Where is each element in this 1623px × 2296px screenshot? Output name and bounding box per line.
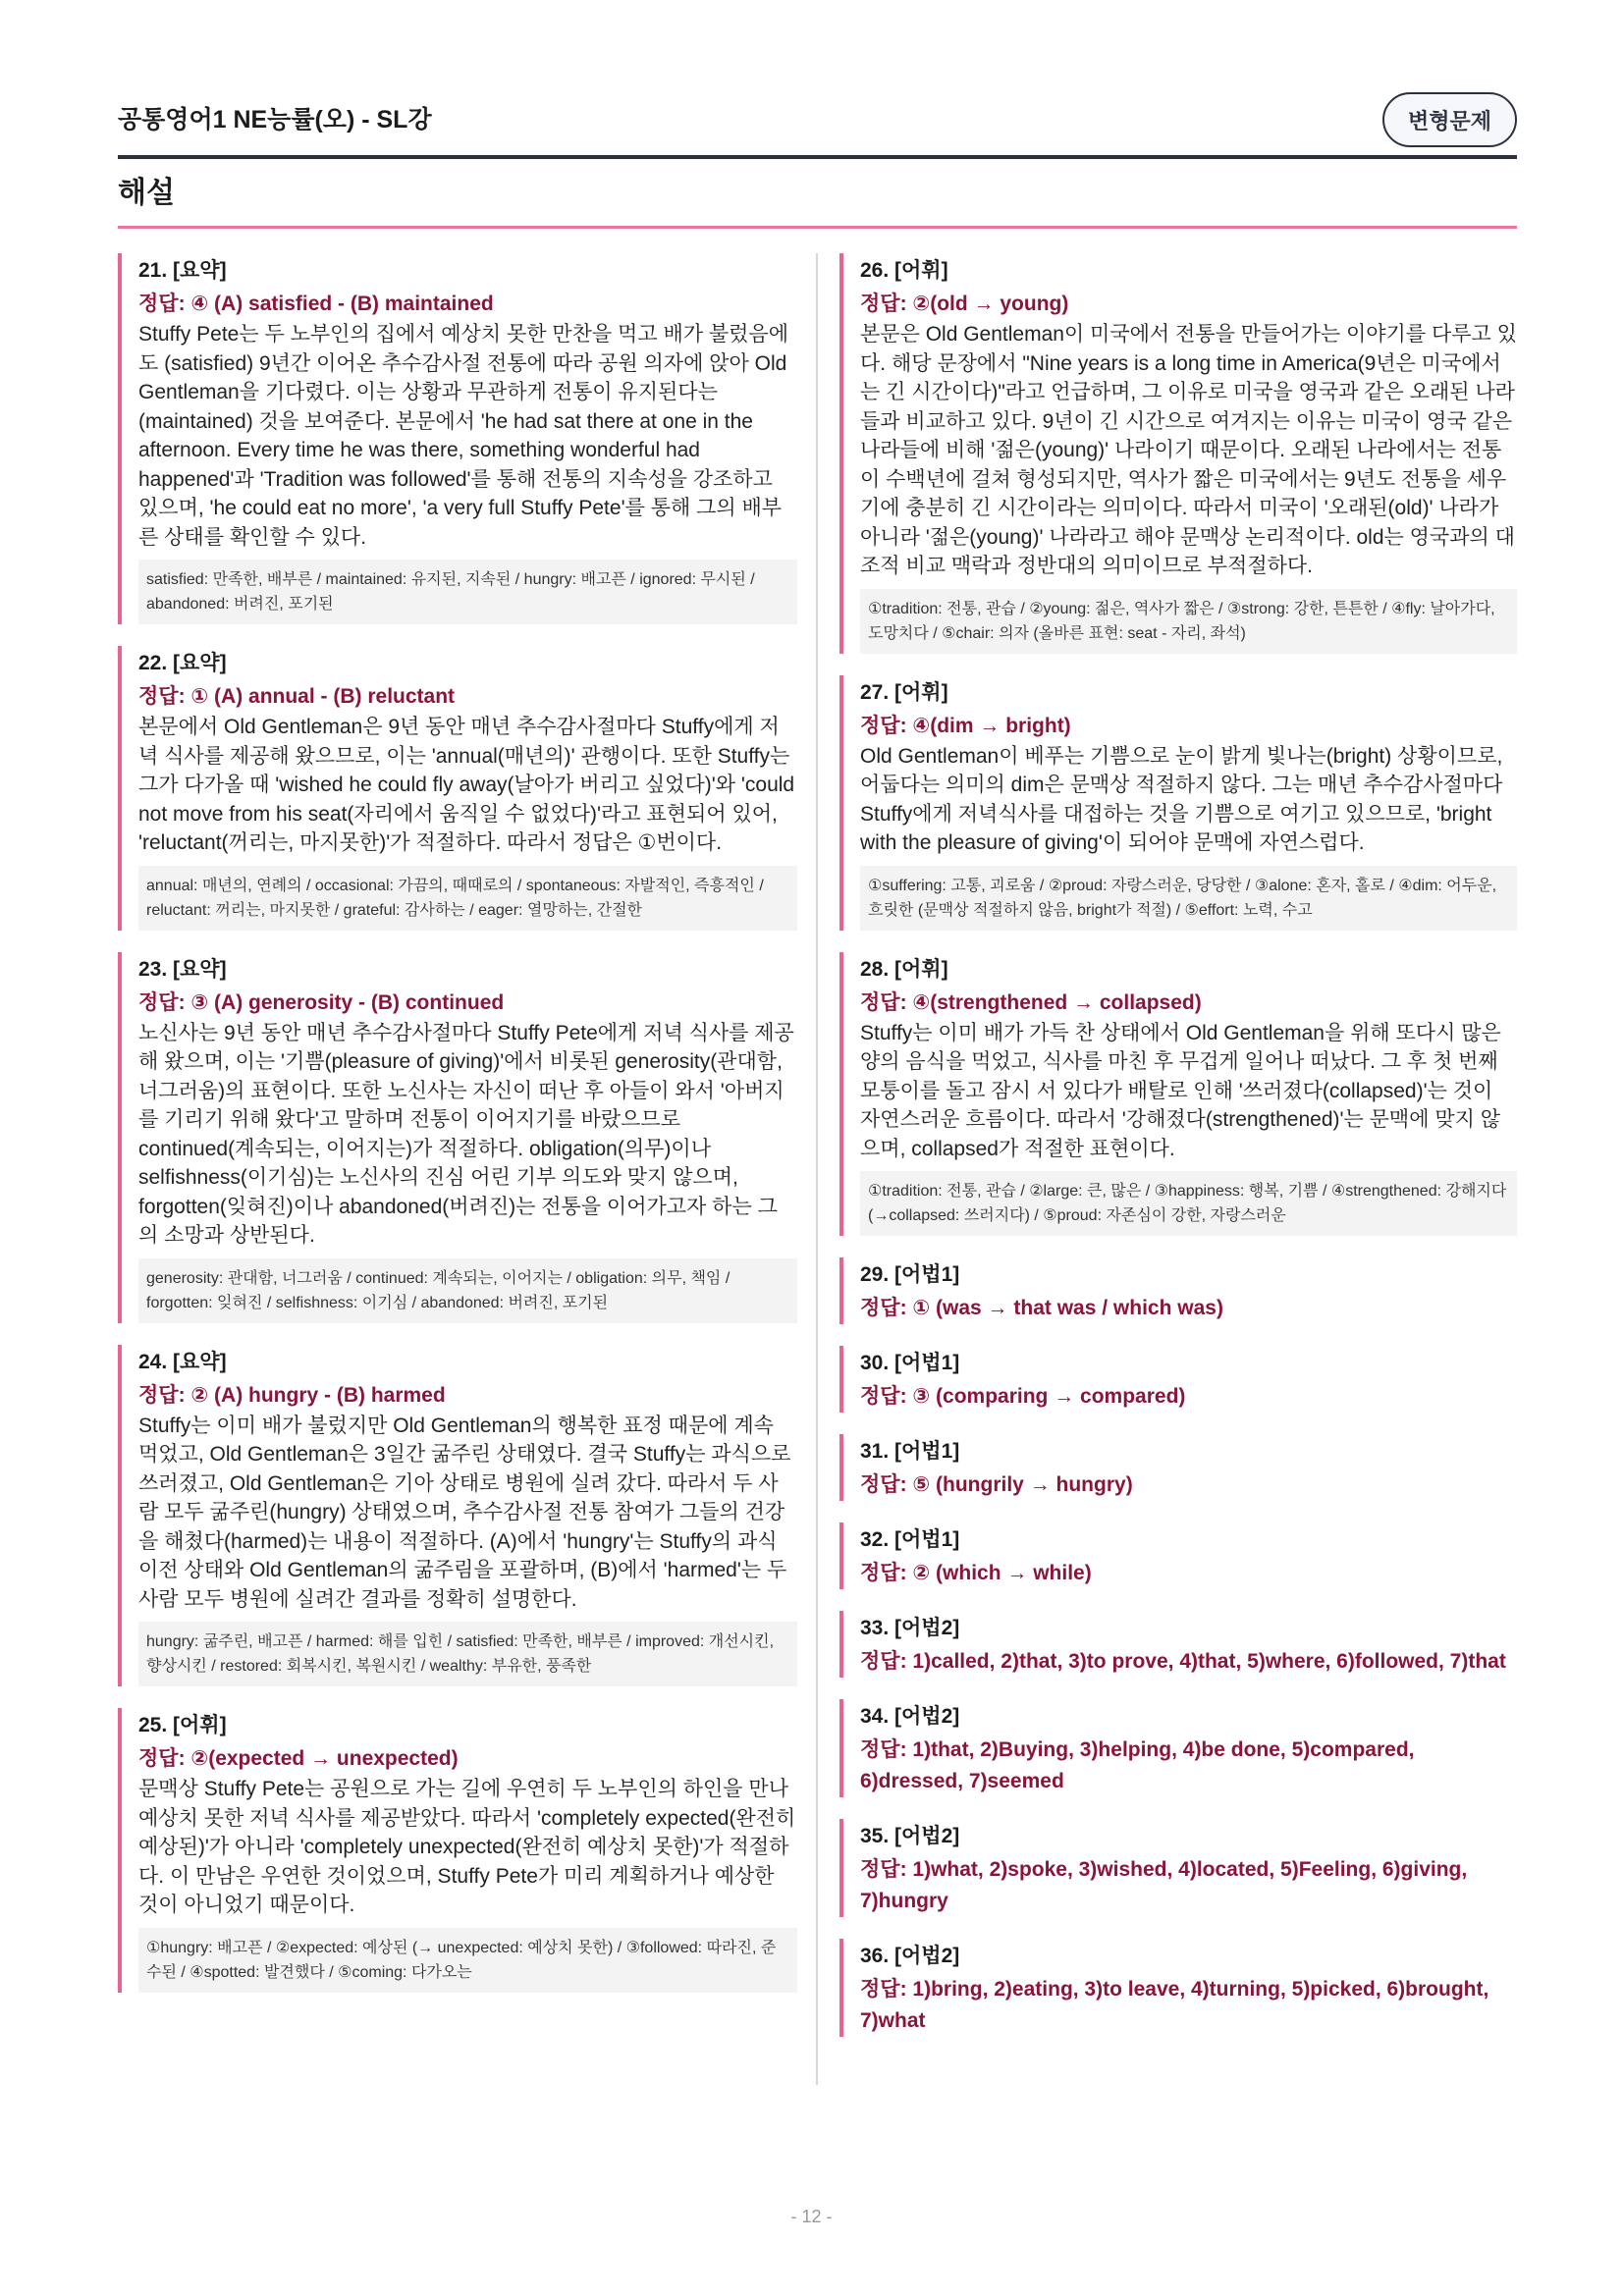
document-title: 공통영어1 NE능률(오) - SL강 [118,106,432,133]
vocab-box: generosity: 관대함, 너그러움 / continued: 계속되는, 이어지는 / obligation: 의무, 책임 / forgotten: 잊혀진 / selfishness: 이기심 / abandoned: 버려진, 포기된 [138,1258,797,1323]
answer-value: ③ (A) generosity - (B) continued [190,990,505,1014]
explanation-item-33 [839,1611,1517,1678]
answer-value: ④ (A) satisfied - (B) maintained [190,293,494,315]
answer-line [860,1469,1517,1501]
answer-prefix: 정답: [138,293,186,315]
explanation-item-36 [839,1939,1517,2037]
vocab-box: hungry: 굶주린, 배고픈 / harmed: 해를 입힌 / satisfied: 만족한, 배부른 / improved: 개선시킨, 향상시킨 / restored: 회복시킨, 복원시킨 / wealthy: 부유한, 풍족한 [138,1622,797,1686]
answer-value: ③ (comparing → compared) [912,1385,1186,1408]
explanation-item-27 [839,675,1517,931]
item-heading: 25. [어휘] [138,1714,227,1736]
answer-line [860,1854,1517,1917]
explanation-item-24 [118,1345,797,1687]
vocab-box: ①tradition: 전통, 관습 / ②young: 젊은, 역사가 짧은 / ③strong: 강한, 튼튼한 / ④fly: 날아가다, 도망치다 / ⑤chair: 의자 (올바른 표현: seat - 자리, 좌석) [860,589,1517,654]
left-column [118,253,797,2014]
answer-value: 1)bring, 2)eating, 3)to leave, 4)turning, 5)picked, 6)brought, 7)what [860,1978,1489,2032]
column-divider [816,253,818,2085]
explanation-text: Stuffy Pete는 두 노부인의 집에서 예상치 못한 만찬을 먹고 배가 불렀음에도 (satisfied) 9년간 이어온 추수감사절 전통에 따라 공원 의자에 앉아 Old Gentleman을 기다렸다. 이는 상황과 무관하게 전통이 유지된다는 (maintained) 것을 보여준다. 본문에서 'he had sat there at one in the afternoon. Every time he was there, something wonderful had happened'과 'Tradition was followed'를 통해 전통의 지속성을 강조하고 있으며, 'he could eat no more', 'a very full Stuffy Pete'를 통해 그의 배부른 상태를 확인할 수 있다. [138,323,789,549]
answer-line [138,1743,797,1775]
answer-prefix: 정답: [138,1383,186,1407]
answer-prefix: 정답: [860,990,907,1014]
item-heading: 27. [어휘] [860,680,948,704]
explanation-item-26 [839,253,1517,654]
answer-line [860,711,1517,742]
item-heading: 35. [어법2] [860,1825,960,1847]
answer-prefix: 정답: [860,1650,907,1673]
answer-line [860,1558,1517,1589]
explanation-item-23 [118,952,797,1323]
section-title: 해설 [118,177,175,209]
explanation-text: 본문에서 Old Gentleman은 9년 동안 매년 추수감사절마다 Stuffy에게 저녁 식사를 제공해 왔으므로, 이는 'annual(매년의)' 관행이다. 또한 Stuffy는 그가 다가올 때 'wished he could fly away(날아가 버리고 싶었다)'와 'could not move from his seat(자리에서 움직일 수 없었다)'라고 표현되어 있어, 'reluctant(꺼리는, 마지못한)'가 적절하다. 따라서 정답은 ①번이다. [138,716,795,854]
answer-prefix: 정답: [860,714,907,737]
answer-prefix: 정답: [138,1747,186,1770]
explanation-item-25 [118,1708,797,1993]
answer-line [860,1974,1517,2037]
item-heading: 31. [어법1] [860,1440,960,1463]
section-divider [118,226,1517,229]
explanation-item-30 [839,1346,1517,1413]
explanation-item-28 [839,952,1517,1237]
variant-problem-badge: 변형문제 [1382,92,1517,147]
explanation-item-29 [839,1257,1517,1324]
answer-prefix: 정답: [860,1562,907,1584]
answer-line [138,681,797,713]
answer-value: 1)that, 2)Buying, 3)helping, 4)be done, 5)compared, 6)dressed, 7)seemed [860,1738,1415,1792]
item-heading: 34. [어법2] [860,1705,960,1728]
explanation-item-34 [839,1699,1517,1797]
answer-prefix: 정답: [860,1385,907,1408]
item-heading: 36. [어법2] [860,1945,960,1967]
answer-prefix: 정답: [860,1297,907,1319]
explanation-text: Stuffy는 이미 배가 불렀지만 Old Gentleman의 행복한 표정 때문에 계속 먹었고, Old Gentleman은 3일간 굶주린 상태였다. 결국 Stuffy는 과식으로 쓰러졌고, Old Gentleman은 기아 상태로 병원에 실려 갔다. 따라서 두 사람 모두 굶주린(hungry) 상태였으며, 추수감사절 전통 참여가 그들의 건강을 해쳤다(harmed)는 내용이 적절하다. (A)에서 'hungry'는 Stuffy의 과식 이전 상태와 Old Gentleman의 굶주림을 포괄하며, (B)에서 'harmed'는 두 사람 모두 병원에 실려간 결과를 정확히 설명한다. [138,1414,791,1611]
answer-line [138,1380,797,1412]
answer-line [860,289,1517,320]
answer-line [860,988,1517,1019]
explanation-item-32 [839,1522,1517,1589]
answer-prefix: 정답: [860,1978,907,2001]
item-heading: 22. [요약] [138,652,227,674]
answer-value: ④(strengthened → collapsed) [912,990,1202,1014]
answer-value: ④(dim → bright) [912,714,1071,737]
answer-value: 1)what, 2)spoke, 3)wished, 4)located, 5)Feeling, 6)giving, 7)hungry [860,1858,1468,1912]
explanation-text: Stuffy는 이미 배가 가득 찬 상태에서 Old Gentleman을 위해 또다시 많은 양의 음식을 먹었고, 식사를 마친 후 무겁게 일어나 떠났다. 그 후 첫 번째 모퉁이를 돌고 잠시 서 있다가 배탈로 인해 '쓰러졌다(collapsed)'는 것이 자연스러운 흐름이다. 따라서 '강해졌다(strengthened)'는 문맥에 맞지 않으며, collapsed가 적절한 표현이다. [860,1021,1501,1160]
answer-prefix: 정답: [860,1473,907,1496]
answer-line [860,1381,1517,1413]
vocab-box: annual: 매년의, 연례의 / occasional: 가끔의, 때때로의 / spontaneous: 자발적인, 즉흥적인 / reluctant: 꺼리는, 마지못한 / grateful: 감사하는 / eager: 열망하는, 간절한 [138,866,797,931]
page-number: - 12 - [790,2207,833,2226]
answer-prefix: 정답: [138,685,186,708]
explanation-text: Old Gentleman이 베푸는 기쁨으로 눈이 밝게 빛나는(bright) 상황이므로, 어둡다는 의미의 dim은 문맥상 적절하지 않다. 그는 매년 추수감사절마다 Stuffy에게 저녁식사를 대접하는 것을 기쁨으로 여기고 있으므로, 'bright with the pleasure of giving'이 되어야 문맥에 자연스럽다. [860,744,1503,854]
item-heading: 21. [요약] [138,259,227,282]
vocab-box: satisfied: 만족한, 배부른 / maintained: 유지된, 지속된 / hungry: 배고픈 / ignored: 무시된 / abandoned: 버려진, 포기된 [138,560,797,624]
answer-value: 1)called, 2)that, 3)to prove, 4)that, 5)where, 6)followed, 7)that [912,1650,1506,1673]
item-heading: 33. [어법2] [860,1617,960,1639]
vocab-box: ①suffering: 고통, 괴로움 / ②proud: 자랑스러운, 당당한 / ③alone: 혼자, 홀로 / ④dim: 어두운, 흐릿한 (문맥상 적절하지 않음, bright가 적절) / ⑤effort: 노력, 수고 [860,866,1517,931]
item-heading: 29. [어법1] [860,1263,960,1286]
answer-value: ②(expected → unexpected) [190,1747,459,1770]
explanation-item-31 [839,1434,1517,1501]
explanation-item-35 [839,1819,1517,1917]
answer-value: ① (A) annual - (B) reluctant [190,685,456,708]
explanation-text: 본문은 Old Gentleman이 미국에서 전통을 만들어가는 이야기를 다루고 있다. 해당 문장에서 "Nine years is a long time in America(9년은 미국에서는 긴 시간이다)"라고 언급하며, 그 이유로 미국을 영국과 같은 오래된 나라들과 비교하고 있다. 9년이 긴 시간으로 여겨지는 이유는 미국이 영국 같은 나라들에 비해 '젊은(young)' 나라이기 때문이다. 오래된 나라에서는 전통이 수백년에 걸쳐 형성되지만, 역사가 짧은 미국에서는 9년도 전통을 세우기에 충분히 긴 시간이라는 의미이다. 따라서 미국이 '오래된(old)' 나라가 아니라 '젊은(young)' 나라라고 해야 문맥상 논리적이다. old는 영국과의 대조적 비교 맥락과 정반대의 의미이므로 부적절하다. [860,323,1517,577]
answer-prefix: 정답: [860,1738,907,1761]
explanation-item-22 [118,646,797,931]
answer-value: ②(old → young) [912,293,1069,315]
explanation-text: 문맥상 Stuffy Pete는 공원으로 가는 길에 우연히 두 노부인의 하인을 만나 예상치 못한 저녁 식사를 제공받았다. 따라서 'completely expected(완전히 예상된)'가 아니라 'completely unexpected(완전히 예상치 못한)'가 적절하다. 이 만남은 우연한 것이었으며, Stuffy Pete가 미리 계획하거나 예상한 것이 아니었기 때문이다. [138,1778,796,1916]
explanation-text: 노신사는 9년 동안 매년 추수감사절마다 Stuffy Pete에게 저녁 식사를 제공해 왔으며, 이는 '기쁨(pleasure of giving)'에서 비롯된 generosity(관대함, 너그러움)의 표현이다. 또한 노신사는 자신이 떠난 후 아들이 와서 '아버지를 기리기 위해 왔다'고 말하며 전통이 이어지기를 바랐으므로 continued(계속되는, 이어지는)가 적절하다. obligation(의무)이나 selfishness(이기심)는 노신사의 진심 어린 기부 의도와 맞지 않으며, forgotten(잊혀진)이나 abandoned(버려진)는 전통을 이어가고자 하는 그의 소망과 상반된다. [138,1021,794,1247]
item-heading: 24. [요약] [138,1350,227,1373]
answer-line [860,1293,1517,1324]
explanation-item-21 [118,253,797,624]
answer-line [860,1735,1517,1797]
answer-line [138,988,797,1019]
answer-line [860,1646,1517,1678]
vocab-box: ①hungry: 배고픈 / ②expected: 예상된 (→ unexpected: 예상치 못한) / ③followed: 따라진, 준수된 / ④spotted: 발견했다 / ⑤coming: 다가오는 [138,1928,797,1993]
item-heading: 32. [어법1] [860,1528,960,1551]
item-heading: 30. [어법1] [860,1352,960,1374]
right-column [839,253,1517,2058]
answer-prefix: 정답: [860,293,907,315]
answer-prefix: 정답: [860,1858,907,1881]
item-heading: 28. [어휘] [860,957,948,981]
item-heading: 26. [어휘] [860,259,948,282]
answer-line [138,289,797,320]
answer-value: ① (was → that was / which was) [912,1297,1223,1319]
item-heading: 23. [요약] [138,957,227,981]
answer-value: ⑤ (hungrily → hungry) [912,1473,1133,1496]
header-divider [118,155,1517,159]
answer-value: ② (A) hungry - (B) harmed [190,1383,446,1407]
answer-prefix: 정답: [138,990,186,1014]
vocab-box: ①tradition: 전통, 관습 / ②large: 큰, 많은 / ③happiness: 행복, 기쁨 / ④strengthened: 강해지다 (→collapsed: 쓰러지다) / ⑤proud: 자존심이 강한, 자랑스러운 [860,1171,1517,1236]
answer-value: ② (which → while) [912,1562,1092,1584]
